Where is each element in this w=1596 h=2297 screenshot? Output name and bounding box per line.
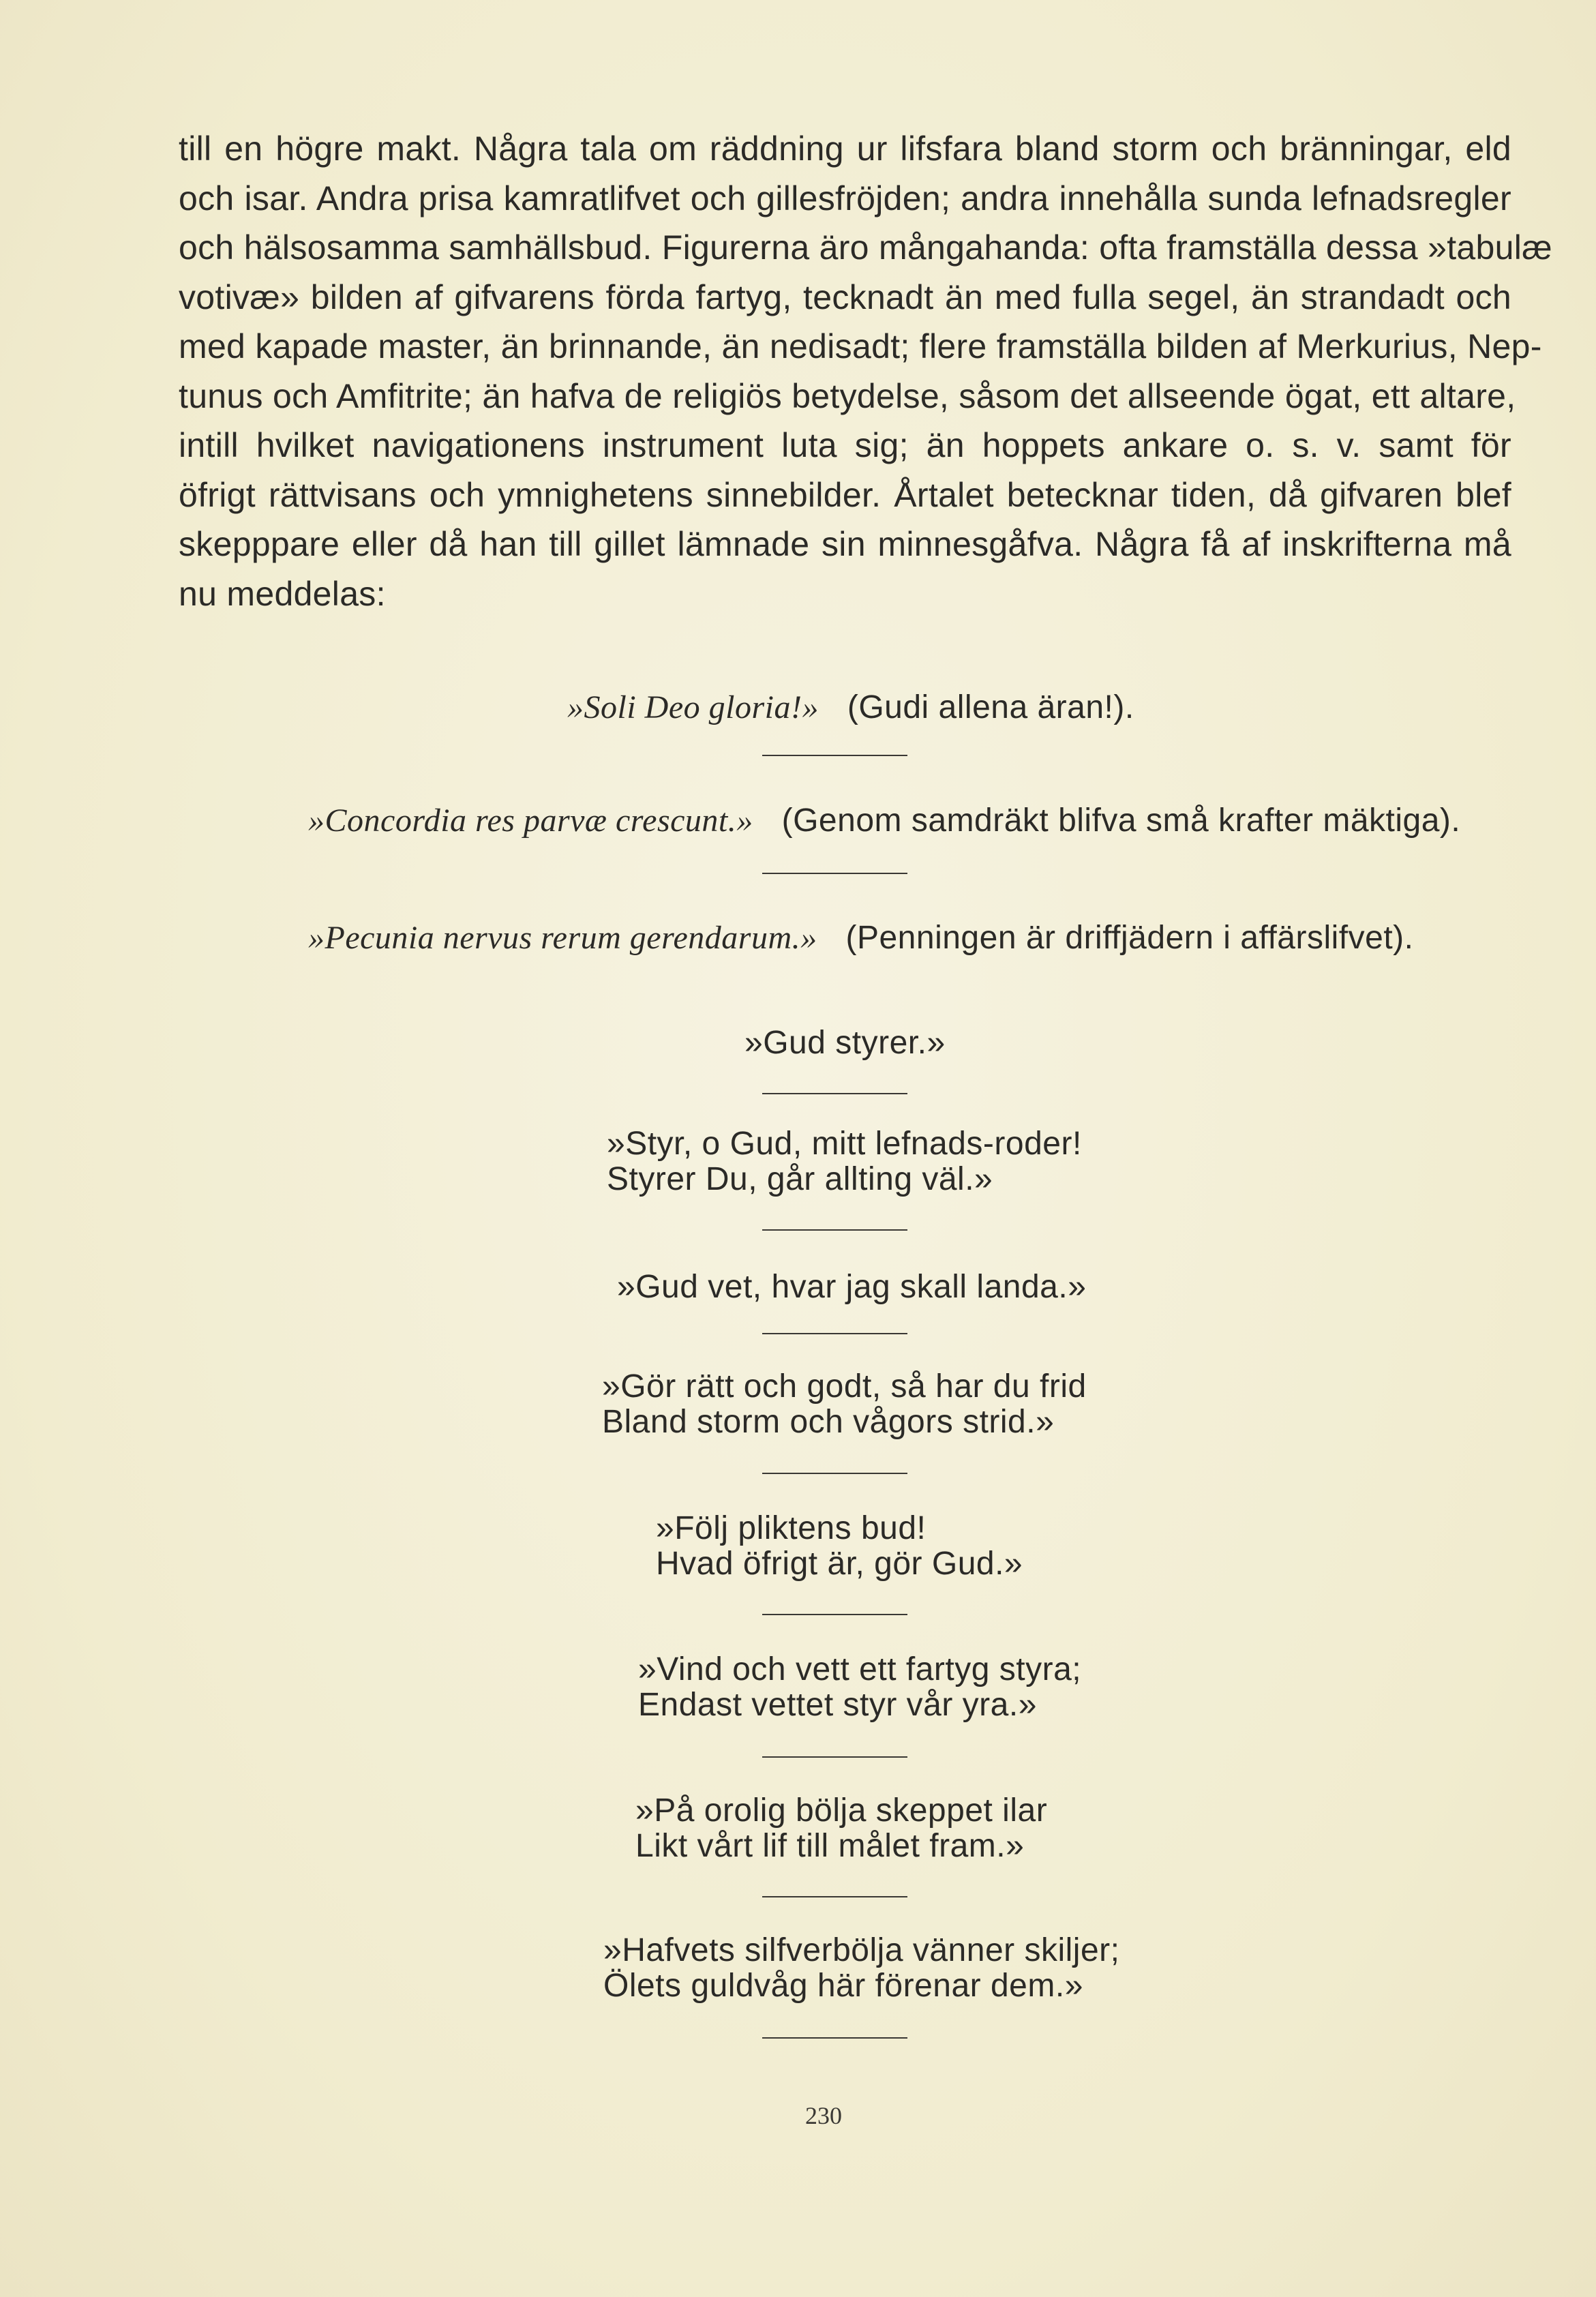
separator-rule bbox=[762, 1333, 907, 1334]
text-line: och hälsosamma samhällsbud. Figurerna äro mångahanda: ofta framställa dessa »tabulæ bbox=[179, 228, 1552, 267]
text-line: öfrigt rättvisans och ymnighetens sinnebilder. Årtalet betecknar tiden, då gifvaren blef bbox=[179, 475, 1511, 514]
inscription-gor-ratt bbox=[602, 1369, 1087, 1440]
latin-motto: »Concordia res parvæ crescunt.» bbox=[308, 802, 753, 839]
verse-line: Endast vettet styr vår yra.» bbox=[638, 1687, 1037, 1723]
latin-motto: »Pecunia nervus rerum gerendarum.» bbox=[308, 920, 817, 956]
body-paragraph bbox=[179, 124, 1552, 618]
verse-line: Styrer Du, går allting väl.» bbox=[607, 1161, 993, 1197]
inscription-gud-vet bbox=[617, 1270, 1086, 1305]
text-line: votivæ» bilden af gifvarens förda fartyg, tecknadt än med fulla segel, än strandadt och bbox=[179, 277, 1511, 316]
text-line: skepppare eller då han till gillet lämnade sin minnesgåfva. Några få af inskrifterna må bbox=[179, 525, 1511, 563]
separator-rule bbox=[762, 2037, 907, 2039]
motto-translation: (Genom samdräkt blifva små krafter mäktiga). bbox=[781, 802, 1461, 839]
verse-line: »Styr, o Gud, mitt lefnads-roder! bbox=[607, 1126, 1082, 1162]
verse-line: »Gör rätt och godt, så har du frid bbox=[602, 1368, 1087, 1405]
separator-rule bbox=[762, 1614, 907, 1615]
verse-line: »Vind och vett ett fartyg styra; bbox=[638, 1651, 1082, 1687]
latin-motto: »Soli Deo gloria!» bbox=[567, 689, 819, 725]
text-line: nu meddelas: bbox=[179, 574, 386, 613]
inscription-pecunia bbox=[308, 920, 1413, 956]
separator-rule bbox=[762, 1229, 907, 1231]
separator-rule bbox=[762, 873, 907, 874]
separator-rule bbox=[762, 755, 907, 756]
inscription-hafvets-silfverbolja bbox=[603, 1933, 1119, 2004]
verse-line: »Gud vet, hvar jag skall landa.» bbox=[617, 1269, 1087, 1305]
inscription-concordia bbox=[308, 803, 1460, 839]
verse-line: Bland storm och vågors strid.» bbox=[602, 1404, 1055, 1440]
verse-line: Likt vårt lif till målet fram.» bbox=[635, 1828, 1025, 1864]
inscription-styr-o-gud bbox=[607, 1126, 1082, 1197]
verse-line: »Gud styrer.» bbox=[744, 1025, 946, 1061]
inscription-vind-och-vett bbox=[638, 1652, 1081, 1723]
text-line: intill hvilket navigationens instrument luta sig; än hoppets ankare o. s. v. samt för bbox=[179, 426, 1511, 464]
verse-line: »Hafvets silfverbölja vänner skiljer; bbox=[603, 1932, 1120, 1968]
separator-rule bbox=[762, 1756, 907, 1758]
text-line: med kapade master, än brinnande, än nedisadt; flere framställa bilden af Merkurius, Nep- bbox=[179, 327, 1542, 365]
separator-rule bbox=[762, 1093, 907, 1094]
inscription-soli-deo-gloria bbox=[567, 690, 1134, 725]
text-line: till en högre makt. Några tala om räddning ur lifsfara bland storm och bränningar, eld bbox=[179, 130, 1511, 168]
motto-translation: (Gudi allena äran!). bbox=[847, 689, 1134, 725]
motto-translation: (Penningen är driffjädern i affärslifvet). bbox=[845, 920, 1414, 956]
text-line: tunus och Amfitrite; än hafva de religiös betydelse, såsom det allseende ögat, ett altare, bbox=[179, 376, 1516, 415]
inscription-gud-styrer bbox=[744, 1025, 946, 1061]
verse-line: Hvad öfrigt är, gör Gud.» bbox=[656, 1546, 1023, 1582]
text-line: och isar. Andra prisa kamratlifvet och gillesfröjden; andra innehålla sunda lefnadsregler bbox=[179, 179, 1511, 217]
verse-line: »På orolig bölja skeppet ilar bbox=[635, 1792, 1048, 1829]
inscription-pa-orolig-bolja bbox=[635, 1793, 1047, 1864]
verse-line: »Följ pliktens bud! bbox=[656, 1510, 927, 1546]
page-number: 230 bbox=[805, 2102, 842, 2129]
separator-rule bbox=[762, 1473, 907, 1474]
inscription-folj-pliktens-bud bbox=[656, 1511, 1023, 1582]
verse-line: Ölets guldvåg här förenar dem.» bbox=[603, 1968, 1083, 2004]
separator-rule bbox=[762, 1896, 907, 1897]
